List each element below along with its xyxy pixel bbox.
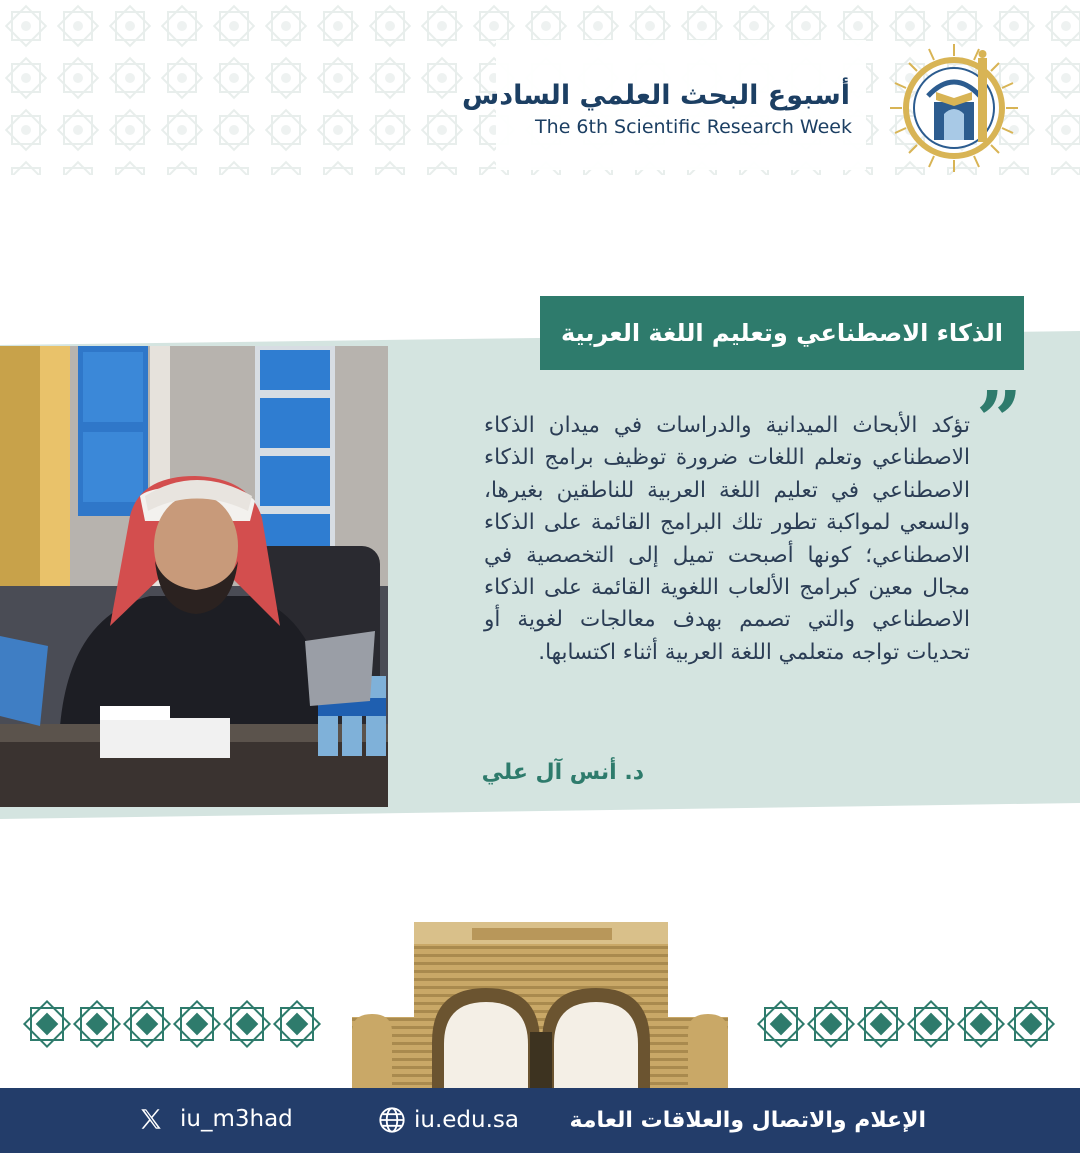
website-url: iu.edu.sa xyxy=(414,1107,519,1133)
footer-bar xyxy=(0,1088,1080,1153)
globe-icon xyxy=(378,1106,406,1134)
university-gate-illustration xyxy=(352,922,728,1090)
speaker-photo xyxy=(0,346,388,807)
author-name: د. أنس آل علي xyxy=(481,760,644,785)
footer-organization: الإعلام والاتصال والعلاقات العامة xyxy=(569,1108,926,1133)
university-emblem-icon xyxy=(888,42,1020,174)
decorative-stars-left xyxy=(22,996,322,1052)
decorative-stars-right xyxy=(756,996,1056,1052)
quote-mark-icon: ” xyxy=(976,373,1023,467)
x-account-link[interactable] xyxy=(138,1106,293,1132)
event-title-english: The 6th Scientific Research Week xyxy=(535,116,852,138)
quote-text: تؤكد الأبحاث الميدانية والدراسات في ميدان الذكاء الاصطناعي وتعلم اللغات ضرورة توظيف برامج الذكاء الاصطناعي في تعليم اللغة العربية للناطقين بغيرها، والسعي لمواكبة تطور تلك البرامج القائمة على الذكاء الاصطناعي؛ كونها أصبحت تميل إلى التخصصية في مجال معين كبرامج الألعاب اللغوية القائمة على الذكاء الاصطناعي والتي تصمم بهدف معالجات لغوية أو تحديات تواجه متعلمي اللغة العربية أثناء اكتسابها. xyxy=(484,413,970,665)
x-logo-icon xyxy=(138,1106,164,1132)
x-handle: iu_m3had xyxy=(180,1106,293,1132)
event-title-arabic: أسبوع البحث العلمي السادس xyxy=(461,80,850,111)
website-link[interactable] xyxy=(378,1106,519,1134)
topic-banner: الذكاء الاصطناعي وتعليم اللغة العربية xyxy=(540,296,1024,370)
